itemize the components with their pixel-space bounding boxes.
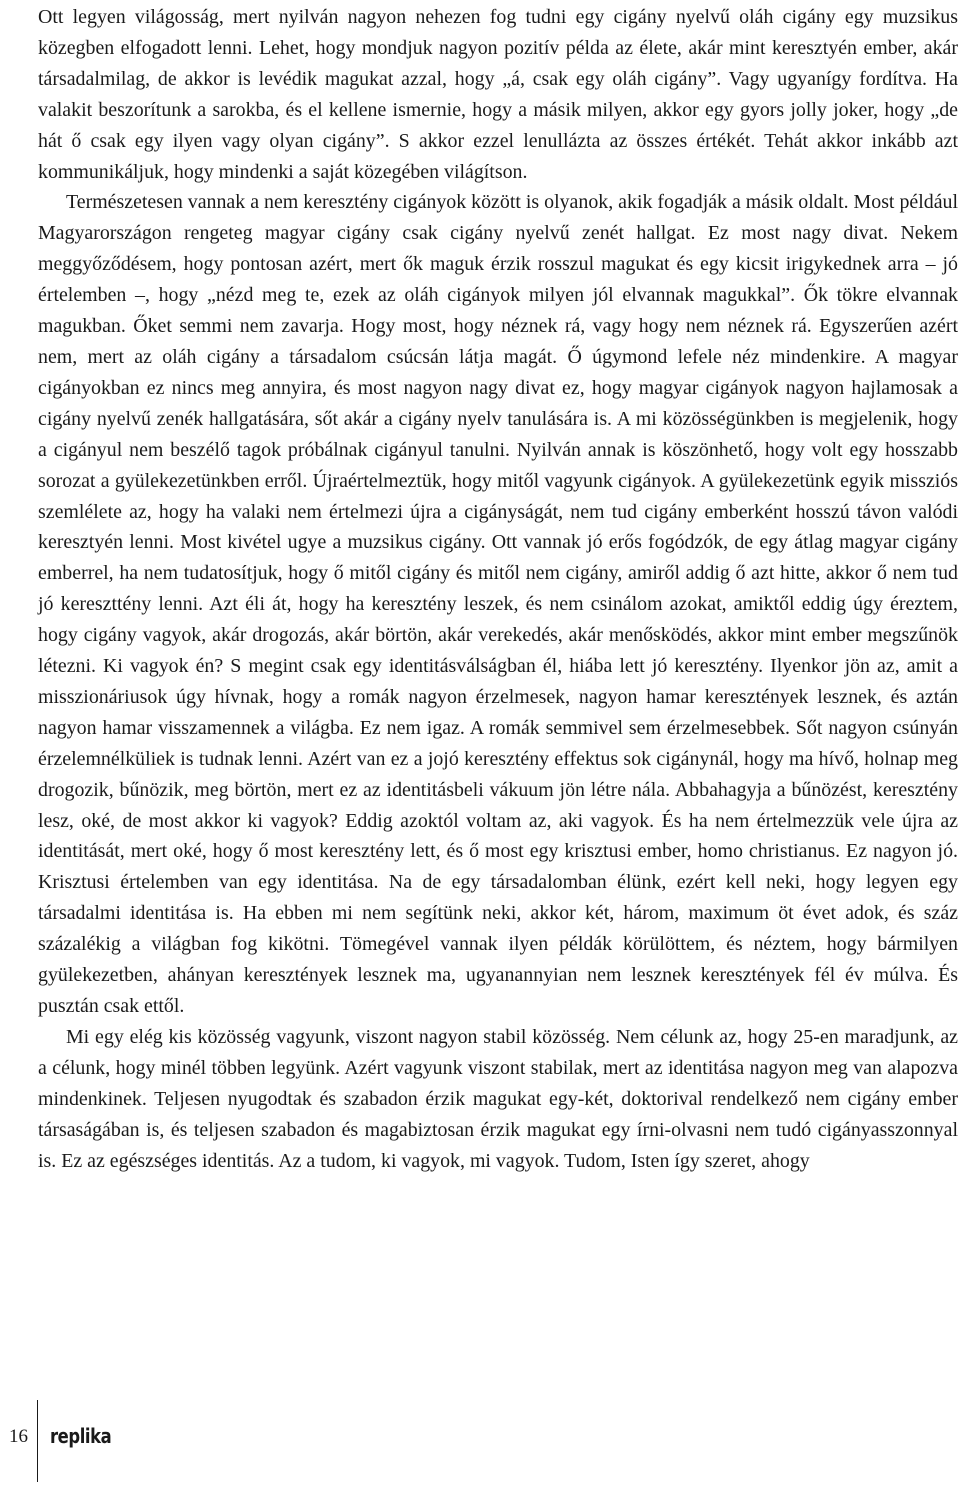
- journal-logo: replika: [50, 1424, 112, 1448]
- footer-divider: [37, 1400, 38, 1482]
- paragraph-2: Természetesen vannak a nem keresztény cigányok között is olyanok, akik fogadják a másik oldalt. Most például Magyarországon rengeteg magyar cigány csak cigány nyelvű zenét hallgat. Ez most nagy divat. Nekem meggyőződésem, hogy pontosan azért, mert ők maguk érzik rosszul magukat és egy kicsit irigykednek arra – jó értelemben –, hogy „nézd meg te, ezek az oláh cigányok milyen jól elvannak magukkal”. Ők tökre elvannak magukban. Őket semmi nem zavarja. Hogy most, hogy néznek rá, vagy hogy nem néznek rá. Egyszerűen azért nem, mert az oláh cigány a társadalom csúcsán látja magát. Ő úgymond lefele néz mindenkire. A magyar cigányokban ez nincs meg annyira, és most nagyon nagy divat ez, hogy magyar cigányok nagyon hajlamosak a cigány nyelvű zenék hallgatására, sőt akár a cigány nyelv tanulására is. A mi közösségünkben is megjelenik, hogy a cigányul nem beszélő tagok próbálnak cigányul tanulni. Nyilván annak is köszönhető, hogy volt egy hosszabb sorozat a gyülekezetünkben erről. Újraértelmeztük, hogy mitől vagyunk cigányok. A gyülekezetünk egyik missziós szemlélete az, hogy ha valaki nem értelmezi újra a cigányságát, nem tud cigány emberként hosszú távon valódi keresztyén lenni. Most kivétel ugye a muzsikus cigány. Ott vannak jó erős fogódzók, de egy átlag magyar cigány emberrel, ha nem tudatosítjuk, hogy ő mitől cigány és mitől nem cigány, amiről addig ő azt hitte, akkor ő nem tud jó kereszttény lenni. Azt éli át, hogy ha keresztény leszek, és nem csinálom azokat, amiktől eddig úgy éreztem, hogy cigány vagyok, akár drogozás, akár börtön, akár verekedés, akár menősködés, akkor mint ember megszűnök létezni. Ki vagyok én? S megint csak egy identitásválságban él, hiába lett jó keresztény. Ilyenkor jön az, amit a misszionáriusok úgy hívnak, hogy a romák nagyon érzelmesek, nagyon hamar keresztények lesznek, és aztán nagyon hamar visszamennek a világba. Ez nem igaz. A romák semmivel sem érzelmesebbek. Sőt nagyon csúnyán érzelemnélküliek is tudnak lenni. Azért van ez a jojó keresztény effektus sok cigánynál, hogy ma hívő, holnap meg drogozik, bűnözik, meg börtön, mert ez az identitásbeli vákuum jön létre nála. Abbahagyja a bűnözést, keresztény lesz, oké, de most akkor ki vagyok? Eddig azoktól voltam az, aki vagyok. És ha nem értelmezzük vele újra az identitását, mert oké, hogy ő most keresztény lett, és ő most egy krisztusi ember, homo christianus. Ez nagyon jó. Krisztusi értelemben van egy identitása. Na de egy társadalomban élünk, ezért kell neki, hogy legyen egy társadalmi identitása is. Ha ebben mi nem segítünk neki, akkor két, három, maximum öt évet adok, és száz százalékig a világban fog kikötni. Tömegével vannak ilyen példák körülöttem, és néztem, hogy bármilyen gyülekezetben, ahányan keresztények lesznek ma, ugyanannyian nem lesznek keresztények fél év múlva. És pusztán csak ettől.: [38, 191, 958, 1017]
- paragraph-1: Ott legyen világosság, mert nyilván nagyon nehezen fog tudni egy cigány nyelvű oláh cigány egy muzsikus közegben elfogadott lenni. Lehet, hogy mondjuk nagyon pozitív példa az élete, akár mint keresztyén ember, akár társadalmilag, de akkor is levédik magukat azzal, hogy „á, csak egy oláh cigány”. Vagy ugyanígy fordítva. Ha valakit beszorítunk a sarokba, és el kellene ismernie, hogy a másik milyen, akkor egy gyors jolly joker, hogy „de hát ő csak egy ilyen vagy olyan cigány”. S akkor ezzel lenullázta az összes értékét. Tehát akkor inkább azt kommunikáljuk, hogy mindenki a saját közegében világítson.: [38, 6, 958, 183]
- page-footer: [0, 1400, 960, 1486]
- page-number: 16: [9, 1426, 28, 1447]
- article-body: [38, 2, 958, 1176]
- paragraph-3: Mi egy elég kis közösség vagyunk, viszont nagyon stabil közösség. Nem célunk az, hogy 25-en maradjunk, az a célunk, hogy minél többen legyünk. Azért vagyunk viszont stabilak, mert az identitása nagyon meg van alapozva mindenkinek. Teljesen nyugodtak és szabadon érzik magukat egy-két, doktorival rendelkező nem cigány ember társaságában is, és teljesen szabadon és magabiztosan érzik magukat egy írni-olvasni nem tudó cigányasszonnyal is. Ez az egészséges identitás. Az a tudom, ki vagyok, mi vagyok. Tudom, Isten így szeret, ahogy: [38, 1025, 958, 1172]
